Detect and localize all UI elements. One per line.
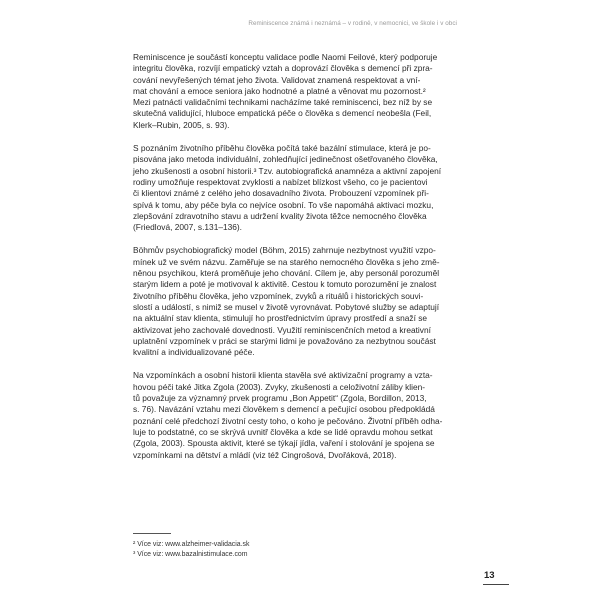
text-line: luje to podstatné, co se skrývá uvnitř člověka a kde se lidé opravdu mohou setkat: [133, 426, 433, 437]
paragraph-bohm-model: [133, 245, 473, 358]
text-line: poznání celé předchozí životní cesty toho, o koho je pečováno. Životní příběh odha-: [133, 415, 443, 426]
text-line: zlepšování zdravotního stavu a udržení kvality života těžce nemocného člověka: [133, 210, 427, 221]
text-line: mínek už ve svém názvu. Zaměřuje se na starého nemocného člověka s jeho změ-: [133, 256, 440, 267]
text-line: Klerk–Rubin, 2005, s. 93).: [133, 119, 230, 130]
paragraph-validation: [133, 52, 473, 131]
text-line: integritu člověka, rozvíjí empatický vztah a doprovází člověka s demencí při zpra-: [133, 63, 433, 74]
text-line: starým lidem a poté je motivoval k aktivitě. Cestou k tomuto porozumění je znalost: [133, 279, 437, 290]
text-line: Mezi patnácti validačními technikami nacházíme také reminiscenci, bez níž by se: [133, 97, 433, 108]
text-line: (Zgola, 2003). Spousta aktivit, které se týkají jídla, vaření i stolování je spojena se: [133, 438, 435, 449]
footnote-3: ³ Více viz: www.bazalnistimulace.com: [133, 551, 248, 558]
text-line: na aktuální stav klienta, stimulují ho prostřednictvím úpravy prostředí a snaží se: [133, 313, 428, 324]
text-line: či klientovi známé z celého jeho dosavadního života. Probouzení vzpomínek při-: [133, 188, 429, 199]
text-line: S poznáním životního příběhu člověka počítá také bazální stimulace, která je po-: [133, 143, 431, 154]
text-line: pisována jako metoda individuální, zohledňující jedinečnost ošetřovaného člověka,: [133, 154, 438, 165]
text-line: tů považuje za významný prvek programu „Bon Appetit“ (Zgola, Bordillon, 2013,: [133, 393, 427, 404]
body-text: [133, 52, 473, 473]
text-line: uplatnění vzpomínek v práci se starými lidmi je považováno za nezbytnou součást: [133, 335, 436, 346]
text-line: skutečná validující, hluboce empatická péče o člověka s demencí neobešla (Feil,: [133, 108, 432, 119]
text-line: Reminiscence je součástí konceptu validace podle Naomi Feilové, který podporuje: [133, 52, 438, 62]
footnotes: [133, 540, 249, 560]
text-line: rodiny umožňuje respektovat zvyklosti a nabízet blízkost všeho, co je pacientovi: [133, 176, 428, 187]
text-line: něnou psychikou, která proměňuje jeho chování. Cílem je, aby personál porozuměl: [133, 268, 440, 279]
text-line: s. 76). Navázání vztahu mezi člověkem s demencí a pečující osobou předpokládá: [133, 404, 435, 415]
paragraph-basal-stimulation: [133, 143, 473, 233]
text-line: (Friedlová, 2007, s.131–136).: [133, 222, 242, 233]
running-header: Reminiscence známá i neznámá – v rodině, v nemocnici, ve škole i v obci: [248, 20, 457, 27]
page-number-divider: [483, 584, 509, 585]
text-line: Na vzpomínkách a osobní historii klienta stavěla své aktivizační programy a vzta-: [133, 370, 433, 381]
paragraph-zgola: [133, 370, 473, 460]
text-line: aktivizovat jeho zachovalé dovednosti. Využití reminiscenčních metod a kreativní: [133, 324, 431, 335]
text-line: hovou péči také Jitka Zgola (2003). Zvyky, zkušenosti a celoživotní záliby klien-: [133, 381, 426, 392]
text-line: životního příběhu člověka, jeho vzpomínek, zvyků a rituálů i historických souvi-: [133, 290, 424, 301]
text-line: spívá k tomu, aby péče byla co nejvíce osobní. To vše napomáhá aktivaci mozku,: [133, 199, 434, 210]
text-line: cování nevyřešených témat jeho života. Validovat znamená respektovat a vní-: [133, 74, 421, 85]
footnote-divider: [133, 533, 171, 534]
text-line: slostí a událostí, s nimiž se musel v životě vyrovnávat. Pobytové služby se adaptují: [133, 301, 440, 312]
text-line: jeho zkušenosti a osobní historii.³ Tzv. autobiografická anamnéza a aktivní zapojení: [133, 165, 442, 176]
text-line: mat chování a emoce seniora jako hodnotné a platné a věnovat mu pozornost.²: [133, 85, 426, 96]
page-number: 13: [484, 570, 495, 581]
footnote-2: ² Více viz: www.alzheimer-validacia.sk: [133, 541, 250, 548]
text-line: Böhmův psychobiografický model (Böhm, 2015) zahrnuje nezbytnost využití vzpo-: [133, 245, 436, 256]
text-line: vzpomínkami na dětství a mládí (viz též Cingrošová, Dvořáková, 2018).: [133, 449, 397, 460]
text-line: kvalitní a individualizované péče.: [133, 347, 255, 358]
